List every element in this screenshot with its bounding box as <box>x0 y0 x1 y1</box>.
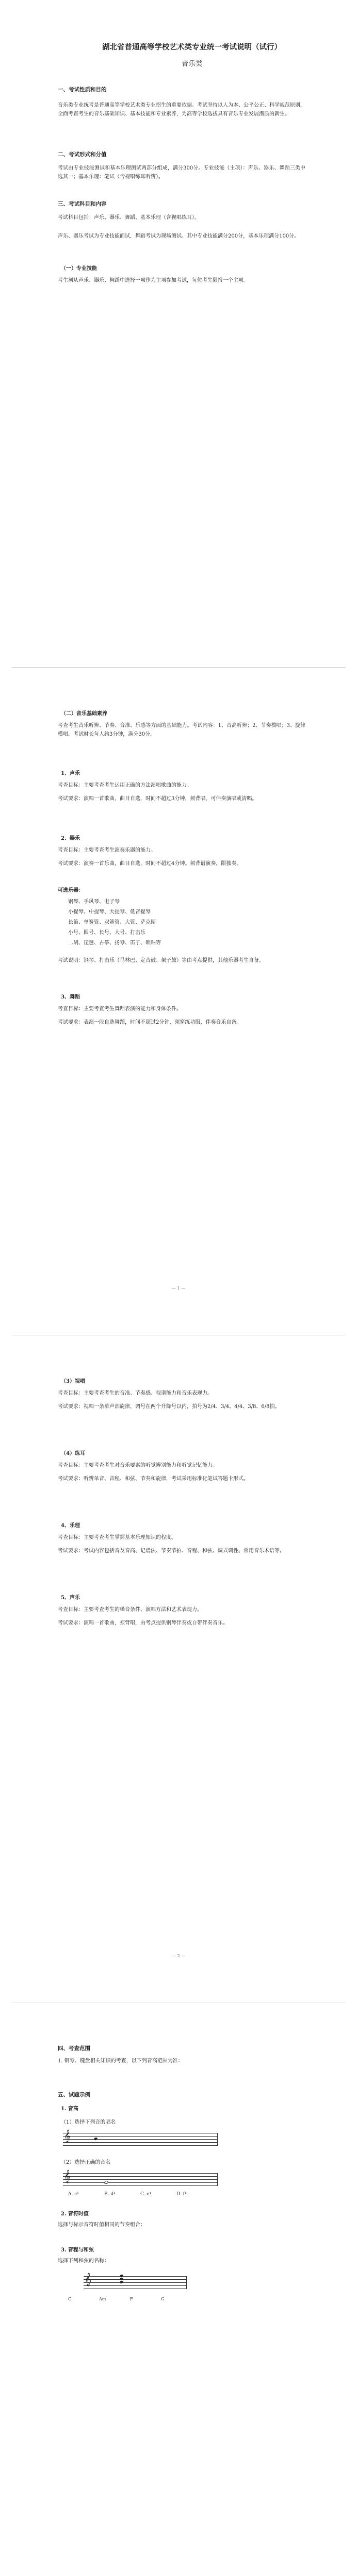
paragraph: 考查目标：主要考查考生运用正确的方法演唱歌曲的能力。 <box>58 783 192 788</box>
paragraph: 声乐、器乐考试为专业技能面试，舞蹈考试为现场测试。其中专业技能满分200分，基本乐理满分100分。 <box>58 233 300 239</box>
item-heading: （3）视唱 <box>61 1379 85 1384</box>
paragraph: 考查目标：主要考查考生的嗓音条件、演唱方法和艺术表现力。 <box>58 1607 202 1613</box>
item-heading: 2、器乐 <box>61 836 80 841</box>
page-number: — 1 — <box>171 1286 186 1291</box>
answer-option[interactable]: C. e¹ <box>140 2192 152 2197</box>
item-heading: 1、声乐 <box>61 771 80 776</box>
chord-name: C <box>68 2297 72 2301</box>
question-text: （1）选择下列音的唱名 <box>61 2120 116 2125</box>
paragraph: 考查考生音乐听辨、节奏、音准、乐感等方面的基础能力。考试内容：1、音高听辨；2、节奏模唱；3、旋律模唱。考试时长每人约3分钟，满分30分。 <box>58 723 305 737</box>
paragraph: 考试要求：视唱一条单声部旋律，调号在两个升降号以内，拍号为2/4、3/4、4/4、3/8、6/8拍。 <box>58 1404 280 1410</box>
chord-name: G <box>161 2297 165 2301</box>
paragraph: 考查目标：主要考查考生的音准、节奏感、视谱能力和音乐表现力。 <box>58 1391 213 1396</box>
list-item: 钢琴、手风琴、电子琴 <box>68 899 120 905</box>
treble-clef-icon: 𝄞 <box>85 2273 92 2286</box>
paragraph: 考试要求：表演一段自选舞蹈，时间不超过2分钟，须穿练功服，伴奏音乐自备。 <box>58 1020 242 1025</box>
item-heading: 2. 音符时值 <box>61 2211 89 2217</box>
paragraph: 选择下列和弦的名称： <box>58 2258 109 2264</box>
treble-clef-icon: 𝄞 <box>64 2170 71 2183</box>
paragraph: 考试要求：演唱一首歌曲，须背唱，由考点提供钢琴伴奏或自带伴奏音乐。 <box>58 1620 228 1626</box>
page-2 <box>11 668 346 1335</box>
note <box>119 2277 123 2281</box>
treble-clef-icon: 𝄞 <box>64 2130 71 2143</box>
paragraph: 考生须从声乐、器乐、舞蹈中选择一项作为主项参加考试，每位考生限报一个主项。 <box>58 278 249 283</box>
section-heading: 二、考试形式和分值 <box>58 151 107 158</box>
list-item: 小号、圆号、长号、大号、打击乐 <box>68 930 145 936</box>
music-staff <box>63 2130 218 2145</box>
item-heading: （二）音乐基础素养 <box>61 711 107 717</box>
list-title: 可选乐器： <box>58 888 84 893</box>
section-heading: 三、考试科目和内容 <box>58 201 107 207</box>
answer-option[interactable]: D. f¹ <box>176 2192 187 2197</box>
item-heading: 5、声乐 <box>61 1595 80 1601</box>
question-text: （2）选择正确的音名 <box>61 2160 111 2165</box>
answer-option[interactable]: A. c¹ <box>68 2192 79 2197</box>
paragraph: 考查目标：主要考查考生对音乐要素的听觉辨别能力和听觉记忆能力。 <box>58 1463 218 1468</box>
paragraph: 考试由专业技能测试和基本乐理测试两部分组成，满分300分。专业技能（主项）：声乐、器乐、舞蹈三类中选其一；基本乐理：笔试（含视唱练耳听辨）。 <box>58 165 305 180</box>
document-subtitle: 音乐类 <box>181 60 203 68</box>
list-item: 小提琴、中提琴、大提琴、低音提琴 <box>68 909 151 915</box>
answer-option[interactable]: B. d¹ <box>104 2192 116 2197</box>
page-3 <box>11 1335 346 2003</box>
item-heading: 1. 音高 <box>61 2106 78 2112</box>
document-title: 湖北省普通高等学校艺术类专业统一考试说明（试行） <box>102 43 282 52</box>
list-item: 长笛、单簧管、双簧管、大管、萨克斯 <box>68 920 156 925</box>
paragraph: 考查目标：主要考查考生演奏乐器的能力。 <box>58 848 156 853</box>
chord-name: Am <box>99 2297 106 2301</box>
page-1 <box>11 0 346 668</box>
note <box>93 2137 98 2141</box>
page-number: — 2 — <box>171 1954 186 1958</box>
paragraph: 考试说明：钢琴、打击乐（马林巴、定音鼓、架子鼓）等由考点提供，其他乐器考生自备。 <box>58 958 264 963</box>
item-heading: 4、乐理 <box>61 1523 80 1529</box>
paragraph: 考试要求：演唱一首歌曲，曲目自选，时间不超过3分钟，须背唱，可伴奏演唱或清唱。 <box>58 796 257 802</box>
item-heading: 3、舞蹈 <box>61 994 80 1000</box>
note <box>119 2274 123 2278</box>
page-4 <box>11 2003 346 2576</box>
paragraph: 1. 钢琴、键盘相关知识的考查，以下列音高范围为准： <box>58 2058 183 2064</box>
paragraph: 考查目标：主要考查考生掌握基本乐理知识的程度。 <box>58 1535 176 1540</box>
note <box>119 2280 123 2284</box>
paragraph: 考试要求：考试内容包括音及音高、记谱法、节奏节拍、音程、和弦、调式调性、常用音乐术语等。 <box>58 1548 285 1554</box>
chord-name: F <box>130 2297 133 2301</box>
paragraph: 考试要求：演奏一首乐曲，曲目自选，时间不超过4分钟。须背谱演奏，限独奏。 <box>58 861 242 867</box>
item-heading: 3. 音程与和弦 <box>61 2247 94 2253</box>
item-heading: （4）练耳 <box>61 1451 85 1456</box>
paragraph: 考查目标：主要考查考生舞蹈表演的能力和身体条件。 <box>58 1006 182 1012</box>
note <box>104 2180 109 2184</box>
paragraph: 选择与标示音符时值相同的节奏组合： <box>58 2222 145 2228</box>
music-staff <box>84 2273 187 2289</box>
section-heading: 五、试题示例 <box>58 2092 90 2098</box>
item-heading: （一）专业技能 <box>61 266 97 272</box>
intro-paragraph: 音乐类专业统考是普通高等学校艺术类专业招生的重要依据。考试坚持以人为本、公平公正、科学规范原则，全面考查考生的音乐基础知识、基本技能和专业素养，为高等学校选拔具有音乐专业发展潜质的新生。 <box>58 103 305 117</box>
paragraph: 考试科目包括：声乐、器乐、舞蹈、基本乐理（含视唱练耳）。 <box>58 215 200 221</box>
music-staff <box>63 2170 218 2185</box>
section-heading: 四、考查范围 <box>58 2045 90 2052</box>
list-item: 二胡、琵琶、古筝、扬琴、笛子、唢呐等 <box>68 940 161 946</box>
paragraph: 考试要求：听辨单音、音程、和弦、节奏和旋律，考试采用标准化笔试答题卡形式。 <box>58 1476 249 1482</box>
section-heading: 一、考试性质和目的 <box>58 87 107 93</box>
